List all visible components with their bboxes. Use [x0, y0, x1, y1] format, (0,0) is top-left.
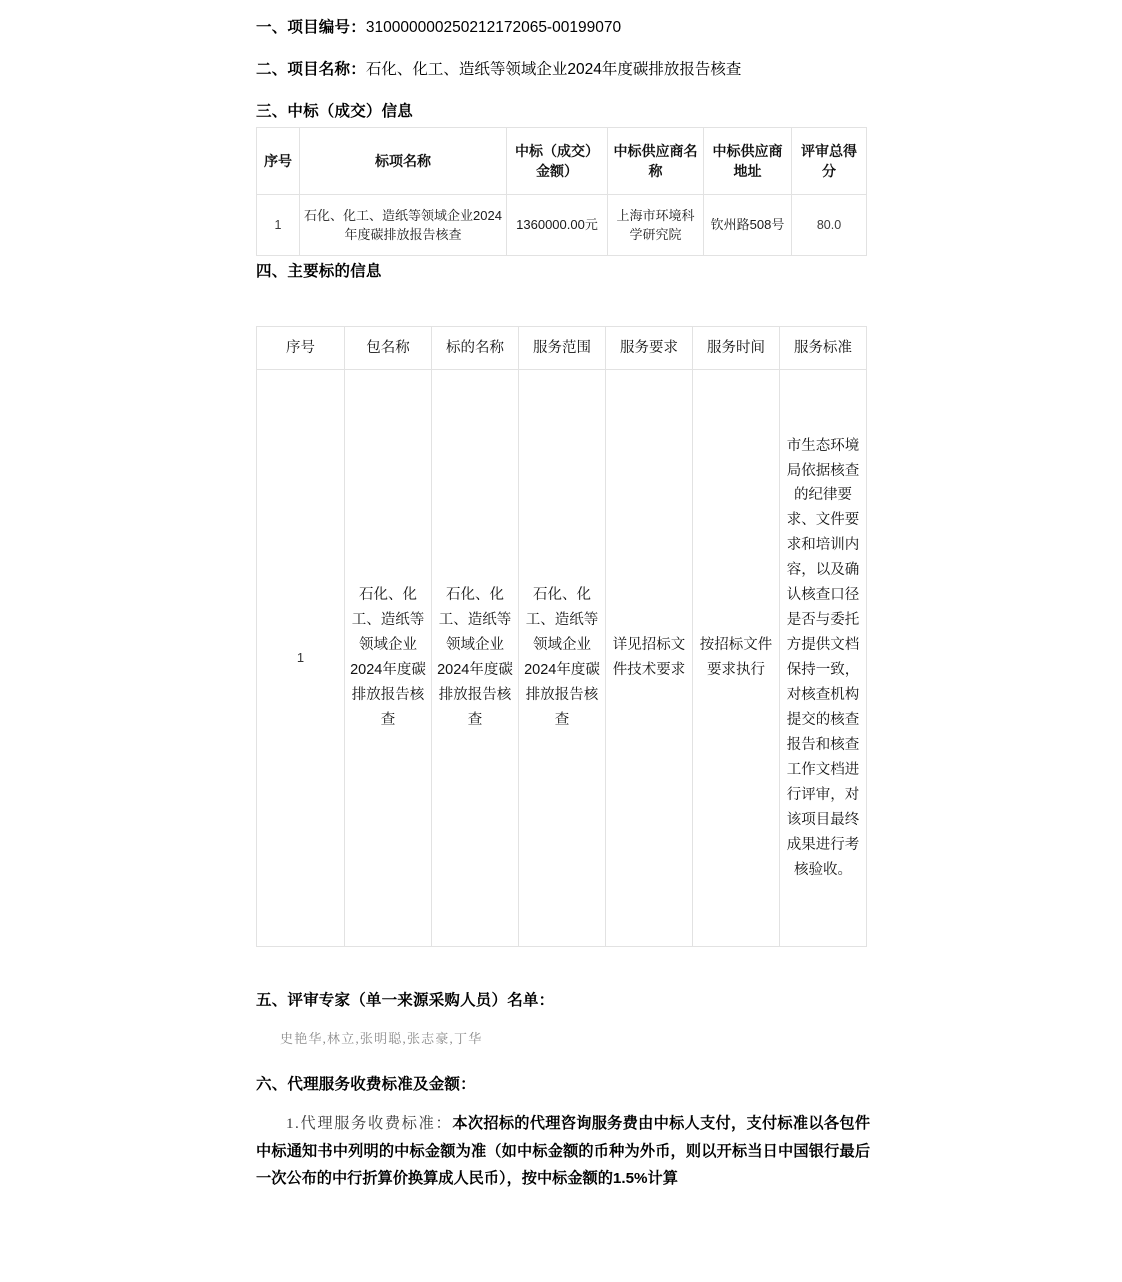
target-cell-package-name: 石化、化工、造纸等领域企业2024年度碳排放报告核查 [345, 370, 432, 947]
review-expert-names: 史艳华,林立,张明聪,张志豪,丁华 [280, 1031, 483, 1046]
section-heading-main-target-info: 四、主要标的信息 [256, 263, 382, 280]
project-name-label: 二、项目名称： [256, 61, 366, 78]
target-col-seq: 序号 [257, 327, 345, 370]
agency-fee-paragraph [256, 1110, 870, 1193]
award-col-item-name-label: 标项名称 [375, 152, 431, 169]
award-col-supplier-name-label: 中标供应商名称 [613, 142, 698, 179]
award-col-score-label: 评审总得分 [801, 142, 857, 179]
award-col-item-name [300, 128, 507, 195]
review-expert-list [280, 1028, 482, 1048]
target-cell-service-scope: 石化、化工、造纸等领域企业2024年度碳排放报告核查 [519, 370, 606, 947]
project-number-label: 一、项目编号： [256, 19, 366, 36]
award-col-supplier-name [608, 128, 704, 195]
target-cell-seq: 1 [257, 370, 345, 947]
project-number-line [256, 16, 621, 40]
table-row [257, 195, 867, 256]
award-col-score [792, 128, 867, 195]
award-col-supplier-address-label: 中标供应商地址 [712, 142, 783, 179]
target-col-service-standard: 服务标准 [780, 327, 867, 370]
award-table-header-row [257, 128, 867, 195]
award-table [256, 127, 867, 256]
table-row [257, 370, 867, 947]
target-cell-service-requirement: 详见招标文件技术要求 [606, 370, 693, 947]
target-col-service-scope: 服务范围 [519, 327, 606, 370]
agency-fee-paragraph-wrapper [256, 1110, 870, 1193]
target-col-target-name: 标的名称 [432, 327, 519, 370]
section-heading-agency-fee: 六、代理服务收费标准及金额： [256, 1076, 476, 1093]
section-heading-review-experts: 五、评审专家（单一来源采购人员）名单： [256, 992, 555, 1009]
award-col-amount-label: 中标（成交）金额） [515, 142, 599, 179]
project-name-line [256, 58, 741, 82]
project-number-value: 310000000250212172065-00199070 [365, 19, 622, 36]
award-cell-supplier-address: 钦州路508号 [704, 195, 792, 256]
target-cell-service-time: 按招标文件要求执行 [693, 370, 780, 947]
target-cell-service-standard: 市生态环境局依据核查的纪律要求、文件要求和培训内容，以及确认核查口径是否与委托方提供文档保持一致，对核查机构提交的核查报告和核查工作文档进行评审，对该项目最终成果进行考核验收。 [780, 370, 867, 947]
target-table-wrapper [256, 326, 867, 947]
award-col-seq [257, 128, 300, 195]
award-col-supplier-address [704, 128, 792, 195]
target-cell-target-name: 石化、化工、造纸等领域企业2024年度碳排放报告核查 [432, 370, 519, 947]
section-heading-award-info: 三、中标（成交）信息 [256, 103, 414, 120]
agency-fee-body: 本次招标的代理咨询服务费由中标人支付，支付标准以各包件中标通知书中列明的中标金额为准（如中标金额的币种为外币，则以开标当日中国银行最后一次公布的中行折算价换算成人民币），按中标金额的1.5%计算 [256, 1115, 871, 1188]
award-cell-score: 80.0 [792, 195, 867, 256]
target-col-service-time: 服务时间 [693, 327, 780, 370]
award-col-amount [507, 128, 608, 195]
award-cell-item-name: 石化、化工、造纸等领域企业2024年度碳排放报告核查 [300, 195, 507, 256]
award-table-wrapper [256, 127, 867, 256]
award-col-seq-label: 序号 [264, 152, 292, 169]
target-table-header-row [257, 327, 867, 370]
award-cell-supplier-name: 上海市环境科学研究院 [608, 195, 704, 256]
project-name-value: 石化、化工、造纸等领域企业2024年度碳排放报告核查 [365, 61, 742, 78]
agency-fee-prefix: 1.代理服务收费标准： [286, 1115, 453, 1132]
award-cell-seq: 1 [257, 195, 300, 256]
target-col-service-requirement: 服务要求 [606, 327, 693, 370]
target-col-package-name: 包名称 [345, 327, 432, 370]
target-table [256, 326, 867, 947]
award-cell-amount: 1360000.00元 [507, 195, 608, 256]
